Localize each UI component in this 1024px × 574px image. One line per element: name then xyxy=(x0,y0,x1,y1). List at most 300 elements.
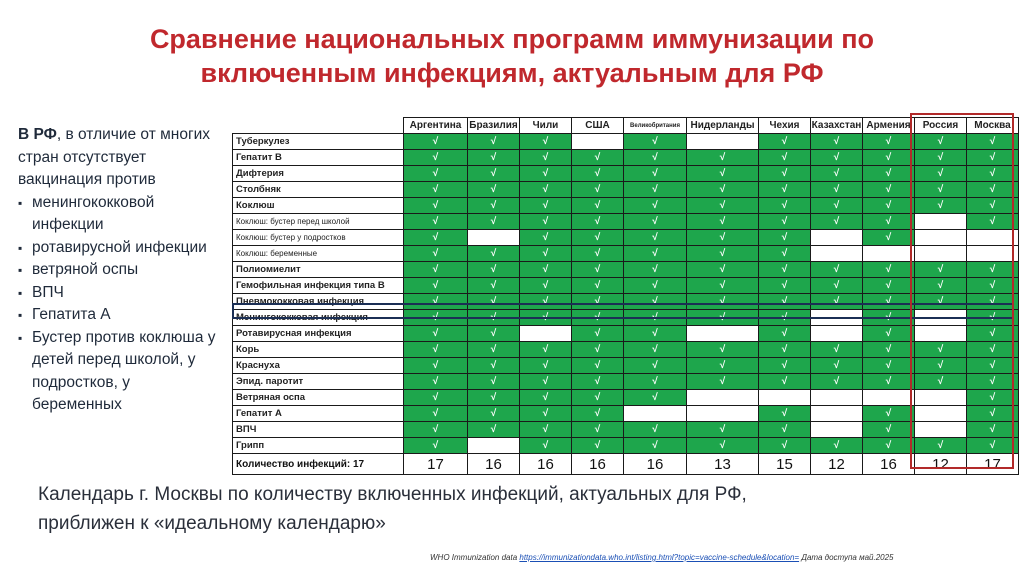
check-cell: √ xyxy=(915,166,967,182)
empty-cell xyxy=(687,326,759,342)
check-cell: √ xyxy=(863,422,915,438)
check-cell: √ xyxy=(759,166,811,182)
check-cell: √ xyxy=(915,150,967,166)
conclusion-line-1: Календарь г. Москвы по количеству включенных инфекций, актуальных для РФ, xyxy=(38,484,747,505)
check-cell: √ xyxy=(759,150,811,166)
check-cell: √ xyxy=(572,358,624,374)
check-cell: √ xyxy=(468,294,520,310)
check-cell: √ xyxy=(572,326,624,342)
sidebar-lead-text: , в отличие от многих стран отсутствует вакцинация против xyxy=(18,126,211,188)
table-row xyxy=(233,326,1019,342)
row-label: Краснуха xyxy=(233,358,404,374)
check-cell: √ xyxy=(811,214,863,230)
source-citation xyxy=(430,553,894,562)
total-count-cell: 12 xyxy=(811,454,863,475)
check-cell: √ xyxy=(572,390,624,406)
empty-cell xyxy=(572,134,624,150)
check-cell: √ xyxy=(863,310,915,326)
row-label: Гемофильная инфекция типа В xyxy=(233,278,404,294)
check-cell: √ xyxy=(404,294,468,310)
check-cell: √ xyxy=(624,134,687,150)
check-cell: √ xyxy=(811,374,863,390)
check-cell: √ xyxy=(687,278,759,294)
empty-cell xyxy=(967,246,1019,262)
check-cell: √ xyxy=(520,182,572,198)
check-cell: √ xyxy=(520,230,572,246)
bullet-icon: ▪ xyxy=(18,308,23,322)
check-cell: √ xyxy=(759,406,811,422)
check-cell: √ xyxy=(520,134,572,150)
check-cell: √ xyxy=(404,390,468,406)
check-cell: √ xyxy=(520,406,572,422)
table-row xyxy=(233,342,1019,358)
check-cell: √ xyxy=(624,422,687,438)
row-label: Туберкулез xyxy=(233,134,404,150)
total-count-cell: 16 xyxy=(520,454,572,475)
check-cell: √ xyxy=(520,294,572,310)
check-cell: √ xyxy=(572,150,624,166)
sidebar-lead xyxy=(18,124,223,192)
check-cell: √ xyxy=(863,134,915,150)
check-cell: √ xyxy=(624,246,687,262)
total-count-cell: 13 xyxy=(687,454,759,475)
check-cell: √ xyxy=(967,374,1019,390)
check-cell: √ xyxy=(915,134,967,150)
row-label: Грипп xyxy=(233,438,404,454)
row-label: Дифтерия xyxy=(233,166,404,182)
row-label: Корь xyxy=(233,342,404,358)
check-cell: √ xyxy=(687,246,759,262)
check-cell: √ xyxy=(404,166,468,182)
check-cell: √ xyxy=(687,198,759,214)
source-link[interactable]: https://immunizationdata.who.int/listing.html?topic=vaccine-schedule&location= xyxy=(519,553,800,562)
conclusion-line-2: приближен к «идеальному календарю» xyxy=(38,513,386,534)
empty-cell xyxy=(811,390,863,406)
check-cell: √ xyxy=(572,262,624,278)
table-row xyxy=(233,390,1019,406)
check-cell: √ xyxy=(404,438,468,454)
check-cell: √ xyxy=(624,230,687,246)
column-header: Россия xyxy=(915,118,967,134)
sidebar-list-item xyxy=(18,304,223,327)
table-row xyxy=(233,422,1019,438)
check-cell: √ xyxy=(687,438,759,454)
empty-cell xyxy=(687,406,759,422)
check-cell: √ xyxy=(687,182,759,198)
empty-cell xyxy=(967,230,1019,246)
check-cell: √ xyxy=(811,262,863,278)
check-cell: √ xyxy=(404,422,468,438)
check-cell: √ xyxy=(967,390,1019,406)
check-cell: √ xyxy=(759,326,811,342)
check-cell: √ xyxy=(404,150,468,166)
check-cell: √ xyxy=(915,342,967,358)
check-cell: √ xyxy=(687,166,759,182)
check-cell: √ xyxy=(863,230,915,246)
table-row xyxy=(233,438,1019,454)
sidebar-item-text: ветряной оспы xyxy=(32,261,139,278)
check-cell: √ xyxy=(572,198,624,214)
check-cell: √ xyxy=(915,294,967,310)
check-cell: √ xyxy=(863,342,915,358)
check-cell: √ xyxy=(687,262,759,278)
check-cell: √ xyxy=(468,182,520,198)
row-label: Коклюш: беременные xyxy=(233,246,404,262)
table-row xyxy=(233,214,1019,230)
totals-row xyxy=(233,454,1019,475)
bullet-icon: ▪ xyxy=(18,240,23,255)
sidebar-item-text: ротавирусной инфекции xyxy=(32,238,207,256)
table-row xyxy=(233,230,1019,246)
empty-cell xyxy=(915,214,967,230)
check-cell: √ xyxy=(468,198,520,214)
source-prefix: WHO Immunization data xyxy=(430,553,518,562)
check-cell: √ xyxy=(967,294,1019,310)
check-cell: √ xyxy=(624,310,687,326)
check-cell: √ xyxy=(468,278,520,294)
check-cell: √ xyxy=(624,214,687,230)
check-cell: √ xyxy=(624,198,687,214)
check-cell: √ xyxy=(759,230,811,246)
check-cell: √ xyxy=(520,438,572,454)
table-row xyxy=(233,182,1019,198)
check-cell: √ xyxy=(624,294,687,310)
total-count-cell: 15 xyxy=(759,454,811,475)
check-cell: √ xyxy=(863,278,915,294)
empty-cell xyxy=(811,326,863,342)
source-suffix: Дата доступа май.2025 xyxy=(801,553,894,562)
column-header: Казахстан xyxy=(811,118,863,134)
title-line-2: включенным инфекциям, актуальным для РФ xyxy=(200,58,824,88)
check-cell: √ xyxy=(811,134,863,150)
check-cell: √ xyxy=(811,182,863,198)
check-cell: √ xyxy=(624,342,687,358)
table-row xyxy=(233,358,1019,374)
empty-cell xyxy=(624,406,687,422)
row-label: Полиомиелит xyxy=(233,262,404,278)
empty-cell xyxy=(811,406,863,422)
check-cell: √ xyxy=(404,214,468,230)
sidebar-list-item xyxy=(18,259,223,282)
check-cell: √ xyxy=(520,278,572,294)
check-cell: √ xyxy=(811,294,863,310)
check-cell: √ xyxy=(967,406,1019,422)
check-cell: √ xyxy=(624,390,687,406)
check-cell: √ xyxy=(967,326,1019,342)
empty-cell xyxy=(915,246,967,262)
sidebar-list-item xyxy=(18,282,223,305)
immunization-table xyxy=(232,117,1019,475)
empty-cell xyxy=(811,246,863,262)
column-header: Великобритания xyxy=(624,118,687,134)
check-cell: √ xyxy=(759,198,811,214)
check-cell: √ xyxy=(572,310,624,326)
check-cell: √ xyxy=(863,294,915,310)
check-cell: √ xyxy=(811,358,863,374)
check-cell: √ xyxy=(468,358,520,374)
check-cell: √ xyxy=(624,166,687,182)
check-cell: √ xyxy=(687,374,759,390)
check-cell: √ xyxy=(468,374,520,390)
check-cell: √ xyxy=(624,182,687,198)
total-count-cell: 16 xyxy=(863,454,915,475)
check-cell: √ xyxy=(967,198,1019,214)
check-cell: √ xyxy=(572,246,624,262)
check-cell: √ xyxy=(759,246,811,262)
row-label: Гепатит В xyxy=(233,150,404,166)
check-cell: √ xyxy=(404,262,468,278)
check-cell: √ xyxy=(915,198,967,214)
check-cell: √ xyxy=(863,262,915,278)
empty-cell xyxy=(811,422,863,438)
empty-cell xyxy=(811,230,863,246)
check-cell: √ xyxy=(759,214,811,230)
column-header: Чили xyxy=(520,118,572,134)
row-label: Коклюш xyxy=(233,198,404,214)
check-cell: √ xyxy=(520,198,572,214)
sidebar-item-text: Гепатита А xyxy=(32,306,111,323)
check-cell: √ xyxy=(687,422,759,438)
check-cell: √ xyxy=(915,182,967,198)
table-row xyxy=(233,166,1019,182)
check-cell: √ xyxy=(811,278,863,294)
table-row xyxy=(233,310,1019,326)
check-cell: √ xyxy=(863,406,915,422)
sidebar-item-text: Бустер против коклюша у детей перед школой, у подростков, у беременных xyxy=(32,328,216,413)
check-cell: √ xyxy=(759,374,811,390)
empty-cell xyxy=(915,326,967,342)
empty-cell xyxy=(915,406,967,422)
check-cell: √ xyxy=(863,182,915,198)
check-cell: √ xyxy=(811,198,863,214)
check-cell: √ xyxy=(811,150,863,166)
check-cell: √ xyxy=(404,182,468,198)
table-row xyxy=(233,294,1019,310)
check-cell: √ xyxy=(520,374,572,390)
check-cell: √ xyxy=(967,358,1019,374)
table-row xyxy=(233,246,1019,262)
check-cell: √ xyxy=(863,214,915,230)
conclusion-text xyxy=(38,480,747,538)
empty-cell xyxy=(468,230,520,246)
check-cell: √ xyxy=(967,166,1019,182)
check-cell: √ xyxy=(468,166,520,182)
column-header: США xyxy=(572,118,624,134)
check-cell: √ xyxy=(967,438,1019,454)
empty-cell xyxy=(520,326,572,342)
table-row xyxy=(233,374,1019,390)
check-cell: √ xyxy=(572,342,624,358)
table-row xyxy=(233,134,1019,150)
totals-label: Количество инфекций: 17 xyxy=(233,454,404,475)
row-label: Коклюш: бустер перед школой xyxy=(233,214,404,230)
check-cell: √ xyxy=(915,374,967,390)
check-cell: √ xyxy=(404,134,468,150)
row-label: Ветряная оспа xyxy=(233,390,404,406)
row-label: Ротавирусная инфекция xyxy=(233,326,404,342)
check-cell: √ xyxy=(404,358,468,374)
row-label: Коклюш: бустер у подростков xyxy=(233,230,404,246)
check-cell: √ xyxy=(687,358,759,374)
table-row xyxy=(233,406,1019,422)
check-cell: √ xyxy=(468,262,520,278)
check-cell: √ xyxy=(915,278,967,294)
sidebar-item-text: ВПЧ xyxy=(32,283,64,301)
check-cell: √ xyxy=(863,438,915,454)
check-cell: √ xyxy=(759,278,811,294)
check-cell: √ xyxy=(404,278,468,294)
empty-cell xyxy=(863,390,915,406)
check-cell: √ xyxy=(404,198,468,214)
check-cell: √ xyxy=(863,166,915,182)
check-cell: √ xyxy=(520,342,572,358)
bullet-icon: ▪ xyxy=(18,285,23,300)
check-cell: √ xyxy=(687,230,759,246)
check-cell: √ xyxy=(811,438,863,454)
check-cell: √ xyxy=(967,214,1019,230)
empty-cell xyxy=(759,390,811,406)
column-header: Чехия xyxy=(759,118,811,134)
check-cell: √ xyxy=(967,422,1019,438)
empty-cell xyxy=(687,390,759,406)
check-cell: √ xyxy=(863,198,915,214)
check-cell: √ xyxy=(967,182,1019,198)
check-cell: √ xyxy=(520,150,572,166)
check-cell: √ xyxy=(468,406,520,422)
column-header: Нидерланды xyxy=(687,118,759,134)
check-cell: √ xyxy=(624,358,687,374)
sidebar-item-text: менингококковой инфекции xyxy=(32,193,155,233)
check-cell: √ xyxy=(863,358,915,374)
check-cell: √ xyxy=(759,438,811,454)
table-corner xyxy=(233,118,404,134)
check-cell: √ xyxy=(759,310,811,326)
check-cell: √ xyxy=(624,438,687,454)
empty-cell xyxy=(915,422,967,438)
check-cell: √ xyxy=(572,214,624,230)
check-cell: √ xyxy=(572,278,624,294)
check-cell: √ xyxy=(624,326,687,342)
empty-cell xyxy=(915,390,967,406)
bullet-icon: ▪ xyxy=(18,263,23,277)
check-cell: √ xyxy=(915,358,967,374)
check-cell: √ xyxy=(468,342,520,358)
check-cell: √ xyxy=(915,262,967,278)
check-cell: √ xyxy=(404,310,468,326)
column-header: Армения xyxy=(863,118,915,134)
check-cell: √ xyxy=(811,166,863,182)
check-cell: √ xyxy=(687,150,759,166)
check-cell: √ xyxy=(572,166,624,182)
check-cell: √ xyxy=(572,438,624,454)
row-label: Менингококковая инфекция xyxy=(233,310,404,326)
check-cell: √ xyxy=(863,374,915,390)
table-row xyxy=(233,262,1019,278)
column-header: Бразилия xyxy=(468,118,520,134)
check-cell: √ xyxy=(624,262,687,278)
total-count-cell: 16 xyxy=(572,454,624,475)
check-cell: √ xyxy=(624,374,687,390)
sidebar-list xyxy=(18,192,223,417)
check-cell: √ xyxy=(520,390,572,406)
row-label: ВПЧ xyxy=(233,422,404,438)
check-cell: √ xyxy=(404,246,468,262)
total-count-cell: 16 xyxy=(624,454,687,475)
table-row xyxy=(233,198,1019,214)
check-cell: √ xyxy=(404,230,468,246)
check-cell: √ xyxy=(687,294,759,310)
sidebar-list-item xyxy=(18,237,223,260)
check-cell: √ xyxy=(468,422,520,438)
check-cell: √ xyxy=(863,150,915,166)
empty-cell xyxy=(468,438,520,454)
check-cell: √ xyxy=(520,422,572,438)
check-cell: √ xyxy=(624,150,687,166)
check-cell: √ xyxy=(759,294,811,310)
row-label: Столбняк xyxy=(233,182,404,198)
slide-title xyxy=(0,22,1024,90)
check-cell: √ xyxy=(687,310,759,326)
total-count-cell: 16 xyxy=(468,454,520,475)
check-cell: √ xyxy=(967,262,1019,278)
check-cell: √ xyxy=(759,262,811,278)
check-cell: √ xyxy=(967,342,1019,358)
check-cell: √ xyxy=(687,214,759,230)
check-cell: √ xyxy=(572,294,624,310)
check-cell: √ xyxy=(572,374,624,390)
check-cell: √ xyxy=(468,150,520,166)
check-cell: √ xyxy=(468,310,520,326)
sidebar-note xyxy=(18,124,223,417)
check-cell: √ xyxy=(572,182,624,198)
total-count-cell: 12 xyxy=(915,454,967,475)
check-cell: √ xyxy=(520,166,572,182)
check-cell: √ xyxy=(404,342,468,358)
sidebar-lead-bold: В РФ xyxy=(18,126,57,143)
title-line-1: Сравнение национальных программ иммунизации по xyxy=(149,24,875,54)
check-cell: √ xyxy=(468,326,520,342)
check-cell: √ xyxy=(863,326,915,342)
check-cell: √ xyxy=(915,438,967,454)
check-cell: √ xyxy=(759,342,811,358)
check-cell: √ xyxy=(572,406,624,422)
check-cell: √ xyxy=(967,150,1019,166)
check-cell: √ xyxy=(967,278,1019,294)
check-cell: √ xyxy=(811,342,863,358)
check-cell: √ xyxy=(468,246,520,262)
check-cell: √ xyxy=(520,214,572,230)
table-row xyxy=(233,278,1019,294)
sidebar-list-item xyxy=(18,327,223,417)
column-header: Аргентина xyxy=(404,118,468,134)
empty-cell xyxy=(863,246,915,262)
check-cell: √ xyxy=(624,278,687,294)
empty-cell xyxy=(687,134,759,150)
check-cell: √ xyxy=(520,246,572,262)
bullet-icon: ▪ xyxy=(18,195,23,210)
check-cell: √ xyxy=(687,342,759,358)
check-cell: √ xyxy=(520,310,572,326)
row-label: Эпид. паротит xyxy=(233,374,404,390)
check-cell: √ xyxy=(520,262,572,278)
empty-cell xyxy=(915,310,967,326)
sidebar-list-item xyxy=(18,192,223,237)
column-header: Москва xyxy=(967,118,1019,134)
check-cell: √ xyxy=(759,422,811,438)
total-count-cell: 17 xyxy=(967,454,1019,475)
check-cell: √ xyxy=(404,326,468,342)
bullet-icon: ▪ xyxy=(18,330,23,345)
